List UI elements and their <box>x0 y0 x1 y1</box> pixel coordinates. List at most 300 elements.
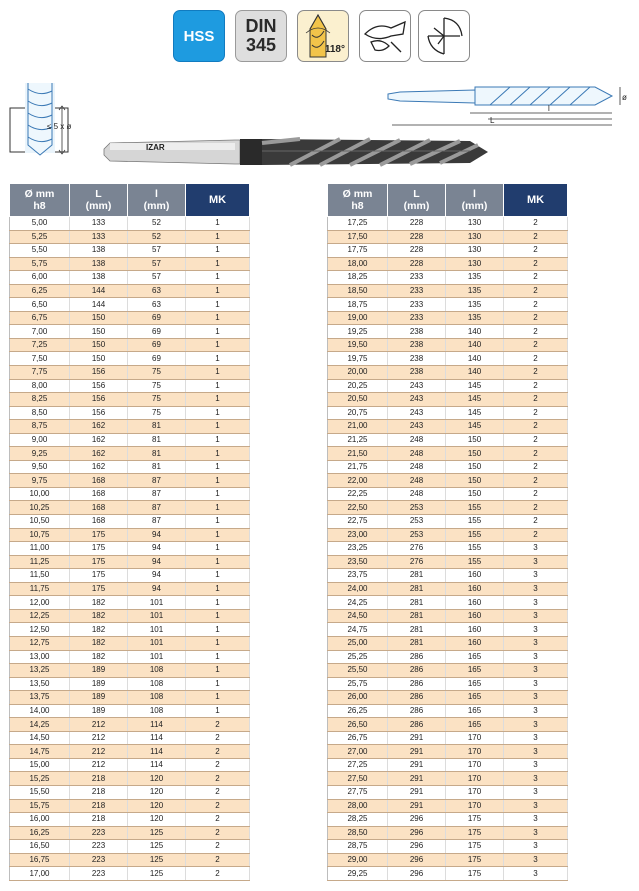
total-length-cell: 223 <box>70 826 128 840</box>
diameter-cell: 27,00 <box>328 745 388 759</box>
table-row <box>328 840 568 854</box>
diameter-cell: 24,50 <box>328 609 388 623</box>
table-row <box>10 379 250 393</box>
total-length-cell: 189 <box>70 691 128 705</box>
morse-taper-cell: 1 <box>186 555 250 569</box>
flute-length-cell: 130 <box>446 217 504 231</box>
morse-taper-cell: 2 <box>504 501 568 515</box>
total-length-cell: 296 <box>388 853 446 867</box>
flute-length-cell: 81 <box>128 447 186 461</box>
table-row <box>328 745 568 759</box>
diameter-cell: 16,75 <box>10 853 70 867</box>
table-row <box>328 555 568 569</box>
flute-length-cell: 135 <box>446 298 504 312</box>
total-length-cell: 144 <box>70 284 128 298</box>
table-row <box>328 325 568 339</box>
flute-length-cell: 87 <box>128 501 186 515</box>
morse-taper-cell: 2 <box>504 366 568 380</box>
table-row <box>10 230 250 244</box>
diameter-cell: 24,75 <box>328 623 388 637</box>
diameter-cell: 5,50 <box>10 244 70 258</box>
table-row <box>328 311 568 325</box>
diameter-cell: 26,25 <box>328 704 388 718</box>
flute-length-cell: 135 <box>446 271 504 285</box>
table-row <box>328 731 568 745</box>
table-row <box>10 758 250 772</box>
chip-removal-badge <box>359 10 411 62</box>
flute-length-cell: 75 <box>128 406 186 420</box>
flute-length-cell: 101 <box>128 609 186 623</box>
table-row <box>10 393 250 407</box>
diameter-cell: 9,75 <box>10 474 70 488</box>
diameter-cell: 25,50 <box>328 664 388 678</box>
flute-length-cell: 57 <box>128 257 186 271</box>
morse-taper-cell: 1 <box>186 230 250 244</box>
table-row <box>328 244 568 258</box>
diameter-cell: 9,00 <box>10 433 70 447</box>
diameter-cell: 10,50 <box>10 515 70 529</box>
diameter-cell: 10,75 <box>10 528 70 542</box>
table-row <box>328 447 568 461</box>
morse-taper-cell: 3 <box>504 664 568 678</box>
table-row <box>328 379 568 393</box>
flute-length-cell: 145 <box>446 420 504 434</box>
diameter-cell: 13,25 <box>10 664 70 678</box>
flute-length-cell: 145 <box>446 379 504 393</box>
diameter-header: Ø mm h8 <box>10 184 70 217</box>
total-length-cell: 243 <box>388 393 446 407</box>
flute-length-cell: 160 <box>446 609 504 623</box>
technical-drawing <box>388 87 620 125</box>
diameter-cell: 26,00 <box>328 691 388 705</box>
total-length-cell: 150 <box>70 325 128 339</box>
morse-taper-cell: 1 <box>186 298 250 312</box>
total-length-cell: 248 <box>388 487 446 501</box>
total-length-cell: 168 <box>70 474 128 488</box>
total-length-cell: 156 <box>70 366 128 380</box>
morse-taper-cell: 3 <box>504 853 568 867</box>
diameter-header: Ø mm h8 <box>328 184 388 217</box>
flute-length-cell: 165 <box>446 650 504 664</box>
morse-taper-cell: 2 <box>504 271 568 285</box>
flute-length-cell: 135 <box>446 311 504 325</box>
flute-length-cell: 75 <box>128 379 186 393</box>
diameter-cell: 17,00 <box>10 867 70 881</box>
diameter-cell: 25,25 <box>328 650 388 664</box>
table-row <box>10 555 250 569</box>
diameter-cell: 6,50 <box>10 298 70 312</box>
total-length-cell: 233 <box>388 284 446 298</box>
table-row <box>328 569 568 583</box>
table-row <box>10 325 250 339</box>
total-length-cell: 296 <box>388 826 446 840</box>
morse-taper-cell: 3 <box>504 758 568 772</box>
table-row <box>328 271 568 285</box>
flute-length-cell: 130 <box>446 230 504 244</box>
diameter-cell: 12,75 <box>10 636 70 650</box>
flute-length-cell: 125 <box>128 867 186 881</box>
morse-taper-cell: 2 <box>504 325 568 339</box>
total-length-cell: 291 <box>388 785 446 799</box>
diameter-cell: 7,25 <box>10 338 70 352</box>
flute-length-cell: 145 <box>446 393 504 407</box>
morse-taper-cell: 1 <box>186 284 250 298</box>
morse-taper-header: MK <box>504 184 568 217</box>
table-row <box>10 840 250 854</box>
diameter-cell: 15,75 <box>10 799 70 813</box>
morse-taper-cell: 2 <box>186 718 250 732</box>
table-row <box>10 799 250 813</box>
flute-length-cell: 175 <box>446 813 504 827</box>
diameter-cell: 6,75 <box>10 311 70 325</box>
total-length-cell: 243 <box>388 420 446 434</box>
table-row <box>10 271 250 285</box>
diameter-cell: 16,00 <box>10 813 70 827</box>
total-length-cell: 228 <box>388 230 446 244</box>
total-length-cell: 168 <box>70 501 128 515</box>
table-row <box>328 636 568 650</box>
flute-length-cell: 160 <box>446 623 504 637</box>
morse-taper-cell: 3 <box>504 731 568 745</box>
table-row <box>328 338 568 352</box>
morse-taper-cell: 2 <box>504 284 568 298</box>
flute-length-cell: 150 <box>446 447 504 461</box>
diameter-cell: 22,50 <box>328 501 388 515</box>
flute-length-cell: 52 <box>128 230 186 244</box>
morse-taper-cell: 2 <box>504 230 568 244</box>
morse-taper-cell: 3 <box>504 799 568 813</box>
morse-taper-cell: 1 <box>186 704 250 718</box>
morse-taper-cell: 1 <box>186 650 250 664</box>
table-row <box>10 677 250 691</box>
flute-length-cell: 114 <box>128 745 186 759</box>
diameter-cell: 8,25 <box>10 393 70 407</box>
morse-taper-cell: 1 <box>186 393 250 407</box>
table-row <box>10 745 250 759</box>
diameter-cell: 18,00 <box>328 257 388 271</box>
total-length-cell: 253 <box>388 528 446 542</box>
morse-taper-cell: 1 <box>186 664 250 678</box>
table-row <box>10 487 250 501</box>
morse-taper-cell: 2 <box>504 244 568 258</box>
diameter-cell: 20,25 <box>328 379 388 393</box>
flute-length-cell: 170 <box>446 745 504 759</box>
flute-length-cell: 155 <box>446 528 504 542</box>
diameter-cell: 21,00 <box>328 420 388 434</box>
diameter-cell: 17,50 <box>328 230 388 244</box>
diameter-cell: 29,00 <box>328 853 388 867</box>
flute-length-cell: 160 <box>446 636 504 650</box>
morse-taper-cell: 2 <box>504 311 568 325</box>
flute-length-cell: 135 <box>446 284 504 298</box>
total-length-cell: 243 <box>388 406 446 420</box>
total-length-cell: 276 <box>388 555 446 569</box>
flute-length-cell: 125 <box>128 853 186 867</box>
diameter-cell: 25,00 <box>328 636 388 650</box>
morse-taper-cell: 1 <box>186 582 250 596</box>
total-length-cell: 138 <box>70 257 128 271</box>
flute-length-cell: 108 <box>128 677 186 691</box>
morse-taper-cell: 1 <box>186 636 250 650</box>
morse-taper-cell: 3 <box>504 772 568 786</box>
total-length-cell: 162 <box>70 460 128 474</box>
diameter-cell: 16,50 <box>10 840 70 854</box>
total-length-cell: 281 <box>388 623 446 637</box>
flute-length-cell: 160 <box>446 569 504 583</box>
table-header-row <box>10 184 250 217</box>
morse-taper-cell: 1 <box>186 406 250 420</box>
diameter-cell: 24,00 <box>328 582 388 596</box>
total-length-cell: 156 <box>70 406 128 420</box>
table-row <box>328 501 568 515</box>
flute-length-cell: 140 <box>446 338 504 352</box>
morse-taper-cell: 3 <box>504 840 568 854</box>
flute-length-cell: 108 <box>128 704 186 718</box>
total-length-cell: 212 <box>70 731 128 745</box>
diameter-cell: 28,75 <box>328 840 388 854</box>
total-length-cell: 233 <box>388 298 446 312</box>
diameter-cell: 27,50 <box>328 772 388 786</box>
flute-length-cell: 170 <box>446 731 504 745</box>
table-row <box>10 772 250 786</box>
total-length-cell: 281 <box>388 582 446 596</box>
table-row <box>328 298 568 312</box>
morse-taper-cell: 1 <box>186 677 250 691</box>
point-angle-badge <box>297 10 349 62</box>
total-length-cell: 182 <box>70 650 128 664</box>
table-row <box>328 623 568 637</box>
total-length-cell: 238 <box>388 338 446 352</box>
flute-length-cell: 145 <box>446 406 504 420</box>
morse-taper-cell: 1 <box>186 501 250 515</box>
diameter-cell: 23,25 <box>328 542 388 556</box>
flute-length-cell: 175 <box>446 853 504 867</box>
flute-length-cell: 160 <box>446 596 504 610</box>
flute-length-cell: 57 <box>128 271 186 285</box>
morse-taper-cell: 3 <box>504 569 568 583</box>
diameter-cell: 26,50 <box>328 718 388 732</box>
flute-length-cell: 175 <box>446 867 504 881</box>
table-row <box>328 366 568 380</box>
table-row <box>10 366 250 380</box>
morse-taper-cell: 2 <box>186 813 250 827</box>
total-length-cell: 281 <box>388 569 446 583</box>
morse-taper-cell: 2 <box>504 474 568 488</box>
morse-taper-cell: 2 <box>504 393 568 407</box>
diameter-cell: 17,75 <box>328 244 388 258</box>
diameter-cell: 14,00 <box>10 704 70 718</box>
flute-length-cell: 94 <box>128 542 186 556</box>
diameter-cell: 6,00 <box>10 271 70 285</box>
morse-taper-cell: 1 <box>186 474 250 488</box>
morse-taper-cell: 3 <box>504 704 568 718</box>
morse-taper-cell: 1 <box>186 515 250 529</box>
total-length-cell: 175 <box>70 528 128 542</box>
table-row <box>328 718 568 732</box>
diameter-cell: 27,25 <box>328 758 388 772</box>
morse-taper-cell: 1 <box>186 325 250 339</box>
table-row <box>328 406 568 420</box>
flute-length-cell: 108 <box>128 664 186 678</box>
flute-length-cell: 101 <box>128 623 186 637</box>
total-length-cell: 212 <box>70 758 128 772</box>
table-row <box>328 217 568 231</box>
total-length-cell: 223 <box>70 867 128 881</box>
morse-taper-cell: 3 <box>504 826 568 840</box>
table-row <box>10 433 250 447</box>
point-geometry-icon <box>420 12 468 60</box>
flute-length-cell: 57 <box>128 244 186 258</box>
morse-taper-cell: 1 <box>186 487 250 501</box>
total-length-cell: 291 <box>388 731 446 745</box>
total-length-cell: 168 <box>70 515 128 529</box>
table-row <box>328 691 568 705</box>
total-length-cell: 286 <box>388 704 446 718</box>
diameter-cell: 15,25 <box>10 772 70 786</box>
flute-length-cell: 140 <box>446 366 504 380</box>
morse-taper-cell: 3 <box>504 813 568 827</box>
flute-length-cell: 175 <box>446 840 504 854</box>
table-row <box>328 582 568 596</box>
total-length-cell: 286 <box>388 677 446 691</box>
table-row <box>328 826 568 840</box>
morse-taper-cell: 2 <box>186 758 250 772</box>
table-row <box>328 433 568 447</box>
flute-length-cell: 155 <box>446 501 504 515</box>
spec-table-left <box>9 183 250 881</box>
diameter-cell: 20,00 <box>328 366 388 380</box>
flute-length-cell: 87 <box>128 474 186 488</box>
hss-badge <box>173 10 225 62</box>
total-length-cell: 218 <box>70 785 128 799</box>
total-length-cell: 175 <box>70 555 128 569</box>
table-row <box>328 542 568 556</box>
diameter-cell: 13,75 <box>10 691 70 705</box>
total-length-cell: 182 <box>70 609 128 623</box>
total-length-cell: 150 <box>70 311 128 325</box>
table-row <box>10 406 250 420</box>
flute-length-cell: 170 <box>446 758 504 772</box>
morse-taper-header: MK <box>186 184 250 217</box>
spec-table-right-body <box>328 217 568 881</box>
table-row <box>10 501 250 515</box>
total-length-cell: 291 <box>388 745 446 759</box>
diameter-cell: 11,00 <box>10 542 70 556</box>
flute-length-cell: 165 <box>446 718 504 732</box>
table-row <box>10 569 250 583</box>
morse-taper-cell: 1 <box>186 460 250 474</box>
flute-length-cell: 114 <box>128 758 186 772</box>
morse-taper-cell: 1 <box>186 366 250 380</box>
total-length-cell: 281 <box>388 596 446 610</box>
flute-length-cell: 140 <box>446 352 504 366</box>
total-length-cell: 223 <box>70 840 128 854</box>
flute-length-cell: 125 <box>128 840 186 854</box>
flute-length-cell: 52 <box>128 217 186 231</box>
morse-taper-cell: 1 <box>186 379 250 393</box>
morse-taper-cell: 3 <box>504 623 568 637</box>
morse-taper-cell: 3 <box>504 650 568 664</box>
total-length-cell: 286 <box>388 650 446 664</box>
flute-length-cell: 87 <box>128 487 186 501</box>
total-length-cell: 218 <box>70 772 128 786</box>
table-row <box>10 718 250 732</box>
diameter-cell: 12,00 <box>10 596 70 610</box>
total-length-cell: 133 <box>70 230 128 244</box>
diameter-cell: 22,75 <box>328 515 388 529</box>
flute-length-cell: 63 <box>128 298 186 312</box>
point-geometry-badge <box>418 10 470 62</box>
diameter-cell: 12,25 <box>10 609 70 623</box>
din-number: 345 <box>245 35 277 55</box>
table-row <box>10 596 250 610</box>
table-row <box>328 799 568 813</box>
spec-table-left-body <box>10 217 250 881</box>
morse-taper-cell: 2 <box>504 338 568 352</box>
morse-taper-cell: 2 <box>504 257 568 271</box>
morse-taper-cell: 1 <box>186 244 250 258</box>
diameter-cell: 29,25 <box>328 867 388 881</box>
flute-length-cell: 81 <box>128 433 186 447</box>
brand-label: IZAR <box>146 143 165 152</box>
diameter-cell: 28,00 <box>328 799 388 813</box>
total-length-dim-label: L <box>490 116 495 125</box>
table-row <box>328 284 568 298</box>
diameter-cell: 14,50 <box>10 731 70 745</box>
total-length-cell: 291 <box>388 772 446 786</box>
morse-taper-cell: 2 <box>504 352 568 366</box>
diameter-cell: 8,75 <box>10 420 70 434</box>
morse-taper-cell: 2 <box>504 528 568 542</box>
morse-taper-cell: 1 <box>186 420 250 434</box>
morse-taper-cell: 2 <box>504 433 568 447</box>
table-row <box>10 731 250 745</box>
morse-taper-cell: 2 <box>504 298 568 312</box>
flute-length-cell: 155 <box>446 555 504 569</box>
total-length-cell: 175 <box>70 569 128 583</box>
table-row <box>328 393 568 407</box>
table-row <box>10 867 250 881</box>
total-length-cell: 286 <box>388 718 446 732</box>
total-length-cell: 248 <box>388 460 446 474</box>
total-length-cell: 150 <box>70 338 128 352</box>
morse-taper-cell: 3 <box>504 582 568 596</box>
morse-taper-cell: 1 <box>186 596 250 610</box>
flute-length-cell: 101 <box>128 650 186 664</box>
table-row <box>10 311 250 325</box>
flute-length-cell: 94 <box>128 582 186 596</box>
flute-length-cell: 170 <box>446 785 504 799</box>
table-row <box>10 813 250 827</box>
morse-taper-cell: 3 <box>504 596 568 610</box>
diameter-cell: 28,50 <box>328 826 388 840</box>
table-row <box>10 853 250 867</box>
total-length-cell: 296 <box>388 867 446 881</box>
morse-taper-cell: 1 <box>186 542 250 556</box>
total-length-cell: 248 <box>388 447 446 461</box>
total-length-cell: 182 <box>70 636 128 650</box>
table-row <box>10 420 250 434</box>
table-row <box>10 785 250 799</box>
diameter-cell: 20,50 <box>328 393 388 407</box>
table-header-row <box>328 184 568 217</box>
morse-taper-cell: 2 <box>186 826 250 840</box>
morse-taper-cell: 2 <box>186 853 250 867</box>
flute-length-cell: 94 <box>128 569 186 583</box>
flute-length-cell: 94 <box>128 528 186 542</box>
total-length-cell: 286 <box>388 664 446 678</box>
flute-length-cell: 75 <box>128 393 186 407</box>
